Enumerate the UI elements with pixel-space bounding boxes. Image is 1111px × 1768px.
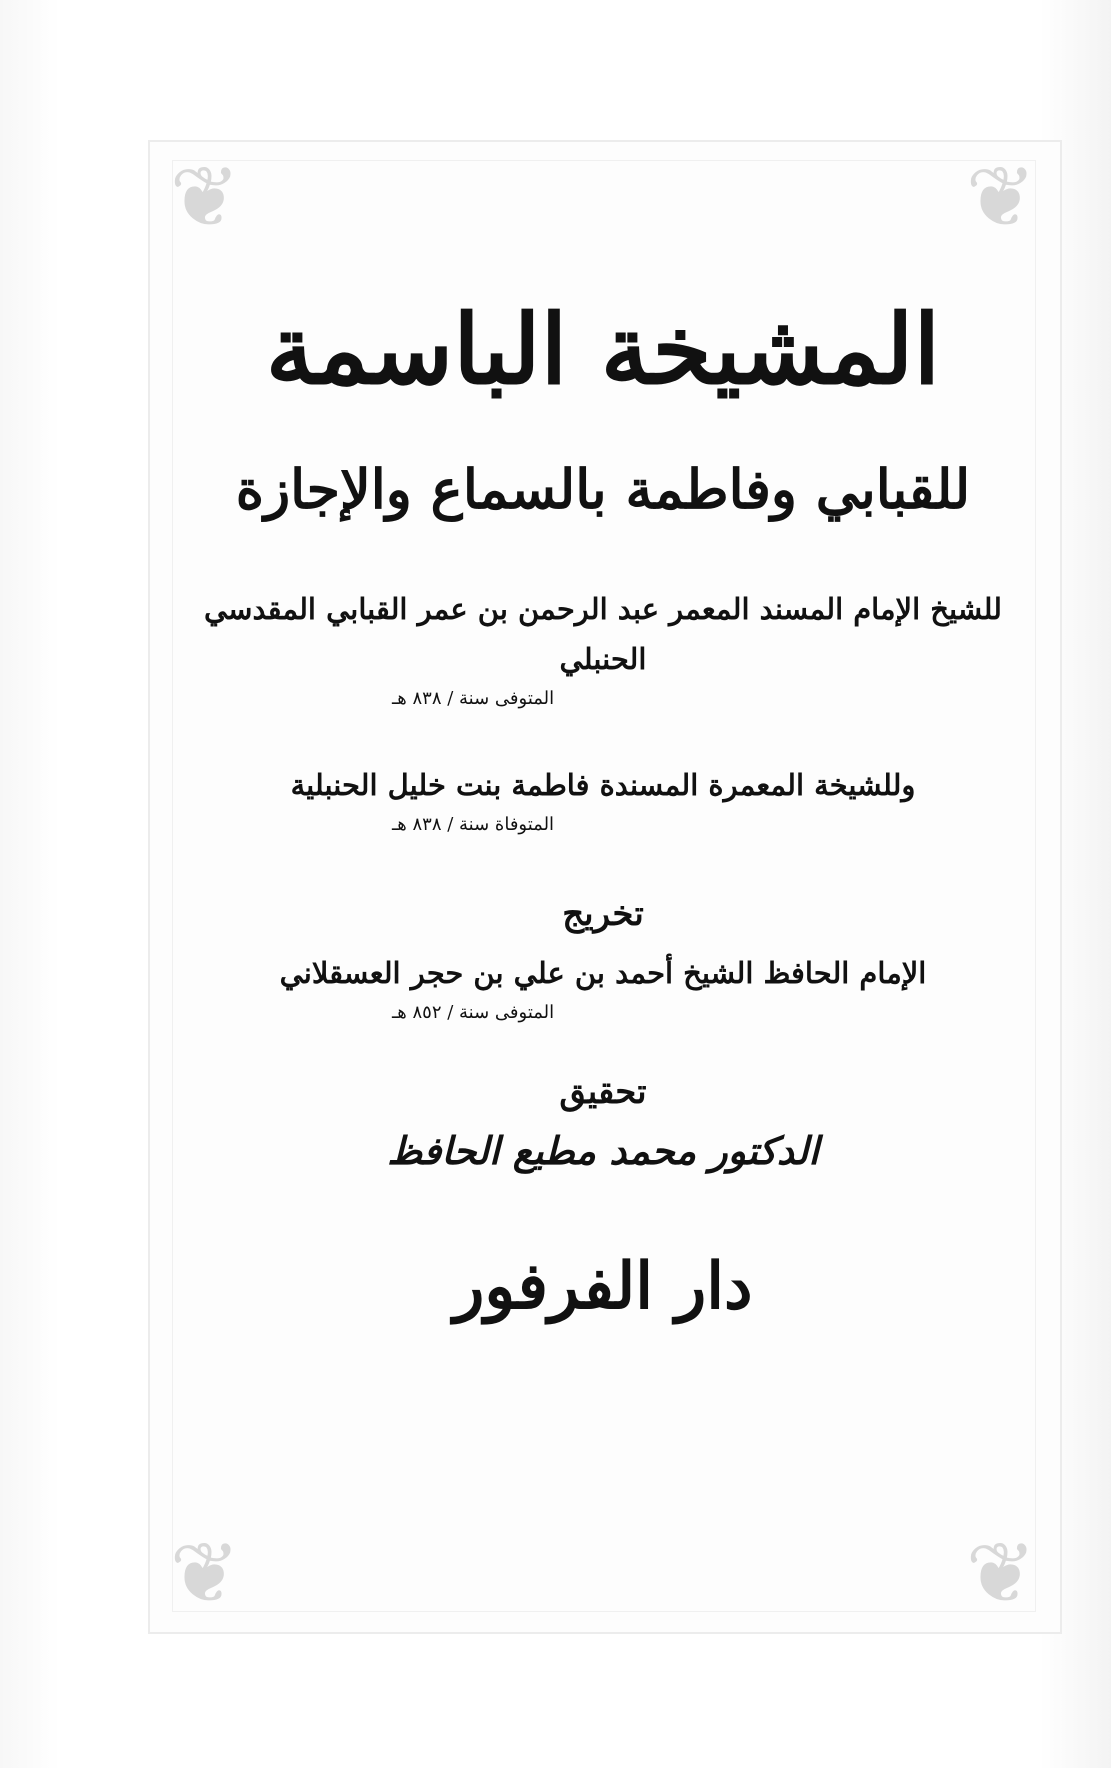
takhrij-name: الإمام الحافظ الشيخ أحمد بن علي بن حجر العسقلاني bbox=[279, 956, 927, 990]
book-subtitle: للقبابي وفاطمة بالسماع والإجازة bbox=[235, 457, 971, 521]
tahqiq-heading: تحقيق bbox=[559, 1072, 647, 1112]
editor-name: الدكتور محمد مطيع الحافظ bbox=[387, 1128, 819, 1173]
corner-ornament-icon: ❦ bbox=[169, 1524, 241, 1622]
author-2-death: المتوفاة سنة / ٨٣٨ هـ bbox=[392, 814, 555, 835]
title-page-content bbox=[172, 270, 1034, 1342]
publisher-logo: دار الفرفور bbox=[453, 1249, 753, 1324]
author-2-name: وللشيخة المعمرة المسندة فاطمة بنت خليل الحنبلية bbox=[290, 768, 916, 802]
corner-ornament-icon: ❦ bbox=[169, 148, 241, 246]
corner-ornament-icon: ❦ bbox=[965, 148, 1037, 246]
book-title: المشيخة الباسمة bbox=[265, 293, 941, 406]
author-1-name: للشيخ الإمام المسند المعمر عبد الرحمن بن عمر القبابي المقدسي الحنبلي bbox=[203, 592, 1003, 676]
takhrij-death: المتوفى سنة / ٨٥٢ هـ bbox=[392, 1002, 555, 1023]
takhrij-heading: تخريج bbox=[562, 894, 644, 934]
author-1-death: المتوفى سنة / ٨٣٨ هـ bbox=[392, 688, 555, 709]
corner-ornament-icon: ❦ bbox=[965, 1524, 1037, 1622]
